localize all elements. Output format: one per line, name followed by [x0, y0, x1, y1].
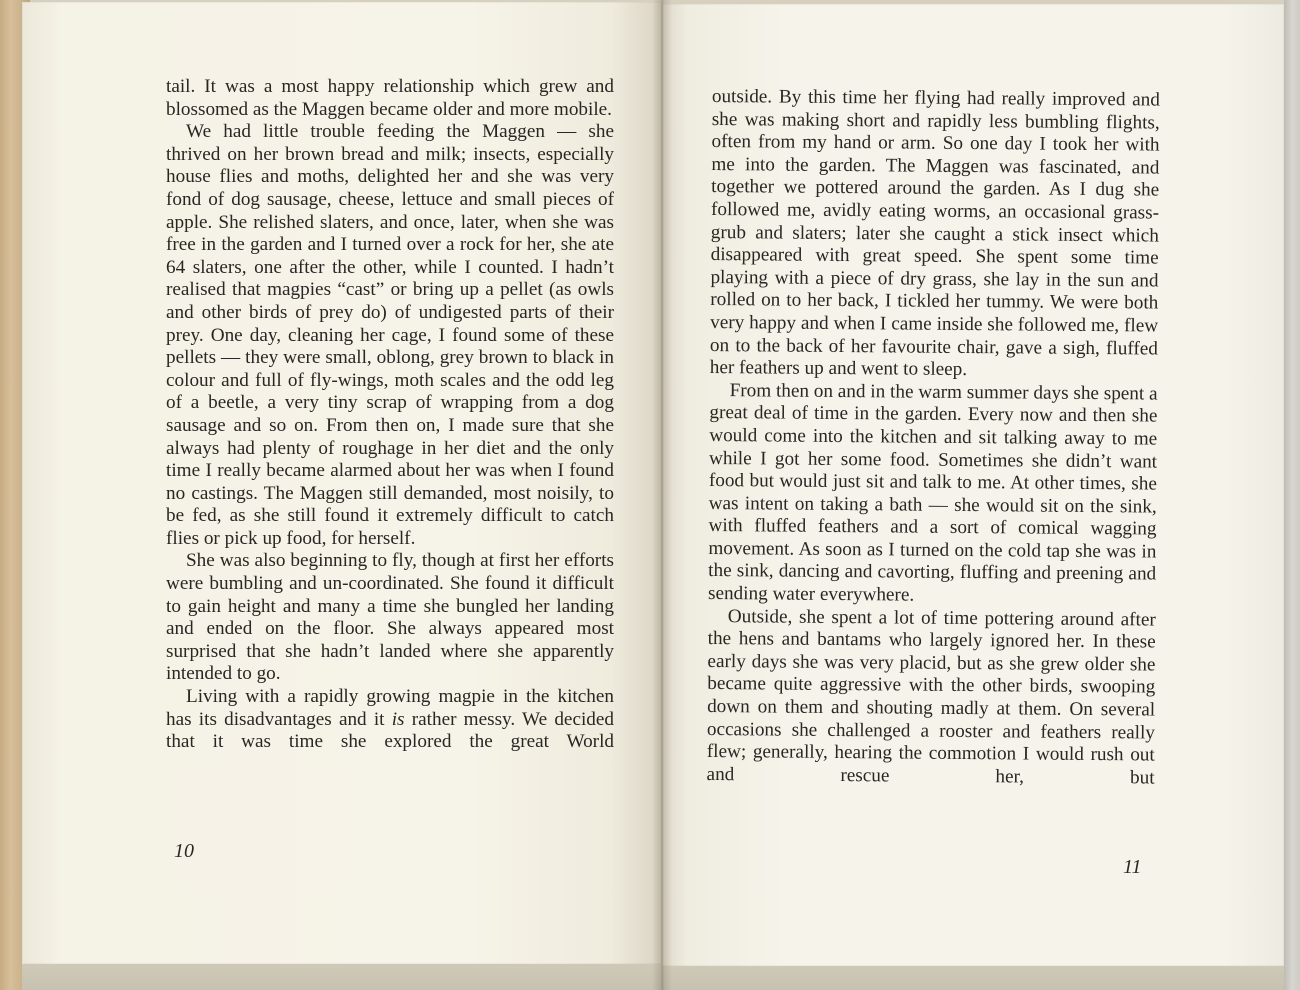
left-paragraph-4-italic: is: [391, 708, 405, 730]
page-number-right: 11: [1123, 856, 1142, 878]
right-paragraph-1: outside. By this time her flying had really improved and she was making short and rapidly less bumbling flights, often from my hand or arm. So one day I took her with me into the garden. The Maggen was fascinated, and together we pottered around the garden. As I dug she followed me, avidly eating worms, an occasional grass-grub and slaters; later she caught a stick insect which disappeared with great speed. She spent some time playing with a piece of dry grass, she lay in the sun and rolled on to her back, I tickled her tummy. We were both very happy and when I came inside she followed me, flew on to the back of her favourite chair, gave a sigh, fluffed her feathers up and went to sleep.: [709, 86, 1160, 381]
left-paragraph-4-end: rather messy. We decided that it was time she explored the great World: [166, 708, 614, 753]
page-number-left: 10: [174, 840, 194, 862]
left-paragraph-2: We had little trouble feeding the Maggen — she thrived on her brown bread and milk; insects, especially house flies and moths, delighted her and she was very fond of dog sausage, cheese, lettuce and small pieces of apple. She relished slaters, and once, later, when she was free in the garden and I turned over a rock for her, she ate 64 slaters, one after the other, while I counted. I hadn’t realised that magpies “cast” or bring up a pellet (as owls and other birds of prey do) of undigested parts of their prey. One day, cleaning her cage, I found some of these pellets — they were small, oblong, grey brown to black in colour and full of fly-wings, moth scales and the odd leg of a beetle, a very tiny scrap of wrapping from a dog sausage and so on. From then on, I made sure that she always had plenty of roughage in her diet and the only time I really became alarmed about her was when I found no castings. The Maggen still demanded, most noisily, to be fed, as she still found it extremely difficult to catch flies or pick up food, for herself.: [166, 121, 614, 549]
right-paragraph-2: From then on and in the warm summer days she spent a great deal of time in the garden. Every now and then she would come into the kitchen and sit talking away to me while I got her some food. Sometimes she didn’t want food but would just sit and talk to me. At other times, she was intent on taking a bath — she would sit on the sink, with fluffed feathers and a sort of comical wagging movement. As soon as I turned on the cold tap she was in the sink, dancing and cavorting, fluffing and preening and sending water everywhere.: [707, 379, 1158, 606]
left-page-text: [166, 76, 614, 754]
left-paragraph-4: [166, 686, 614, 754]
book-right-edge: [1284, 0, 1300, 990]
right-paragraph-3: Outside, she spent a lot of time pottering around after the hens and bantams who largely ignored her. In these early days she was very placid, but as she grew older she became quite aggressive with the other birds, swooping down on them and shouting madly at them. On several occasions she challenged a rooster and feathers really flew; generally, hearing the commotion I would rush out and rescue her, but: [706, 605, 1156, 789]
left-paragraph-1: tail. It was a most happy relationship which grew and blossomed as the Maggen became older and more mobile.: [166, 76, 614, 120]
right-page-text: [706, 86, 1159, 790]
left-paragraph-4-start: Living with a rapidly growing magpie in the kitchen has its disadvantages and it: [166, 686, 614, 730]
left-paragraph-3: She was also beginning to fly, though at first her efforts were bumbling and un-coordinated. She found it difficult to gain height and many a time she bungled her landing and ended on the floor. She always appeared most surprised that she hadn’t landed where she apparently intended to go.: [166, 550, 614, 685]
book-gutter: [652, 0, 672, 990]
